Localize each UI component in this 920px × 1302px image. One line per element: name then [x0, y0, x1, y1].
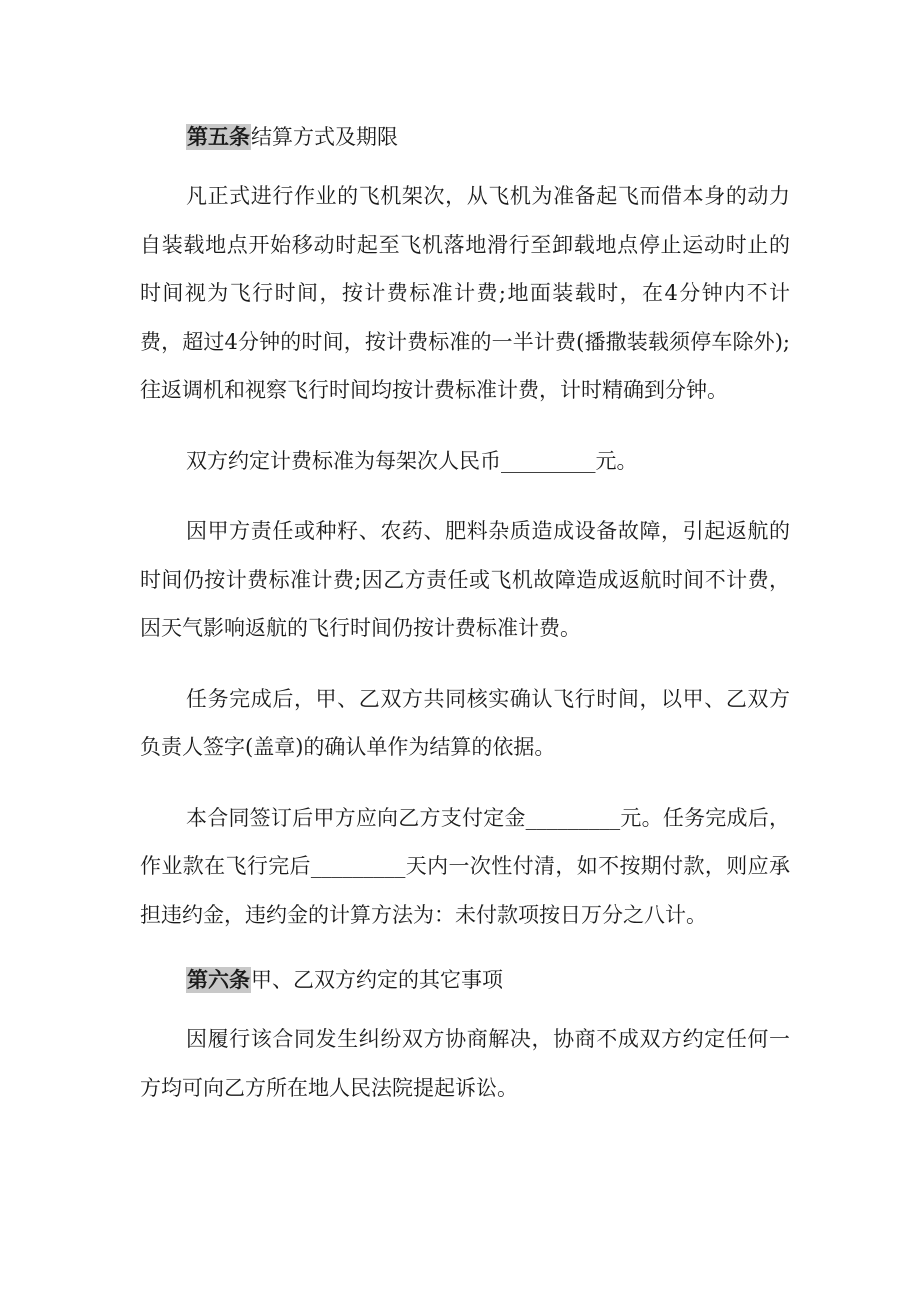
document-page [140, 118, 790, 1112]
section-label: 第六条 [187, 968, 250, 992]
paragraph-fee-standard: 双方约定计费标准为每架次人民币_________元。 [186, 448, 638, 473]
section-title: 甲、乙双方约定的其它事项 [251, 968, 503, 992]
paragraph-flight-time: 凡正式进行作业的飞机架次，从飞机为准备起飞而借本身的动力自装载地点开始移动时起至飞机落地滑行至卸载地点停止运动时止的时间视为飞行时间，按计费标准计费;地面装载时，在4分钟内不计费，超过4分钟的时间，按计费标准的一半计费(播撒装载须停车除外);往返调机和视察飞行时间均按计费标准计费，计时精确到分钟。 [140, 184, 790, 402]
paragraph-disputes: 因履行该合同发生纠纷双方协商解决，协商不成双方约定任何一方均可向乙方所在地人民法院提起诉讼。 [140, 1027, 790, 1100]
section-label: 第五条 [187, 125, 250, 149]
paragraph-return-flights: 因甲方责任或种籽、农药、肥料杂质造成设备故障，引起返航的时间仍按计费标准计费;因乙方责任或飞机故障造成返航时间不计费，因天气影响返航的飞行时间仍按计费标准计费。 [140, 519, 790, 640]
paragraph-payment: 本合同签订后甲方应向乙方支付定金_________元。任务完成后，作业款在飞行完后_________天内一次性付清，如不按期付款，则应承担违约金，违约金的计算方法为：未付款项按日万分之八计。 [140, 805, 790, 927]
section-heading-5 [140, 118, 790, 156]
section-heading-6 [140, 961, 790, 999]
section-title: 结算方式及期限 [251, 125, 398, 149]
paragraph-confirmation: 任务完成后，甲、乙双方共同核实确认飞行时间，以甲、乙双方负责人签字(盖章)的确认单作为结算的依据。 [140, 686, 790, 759]
